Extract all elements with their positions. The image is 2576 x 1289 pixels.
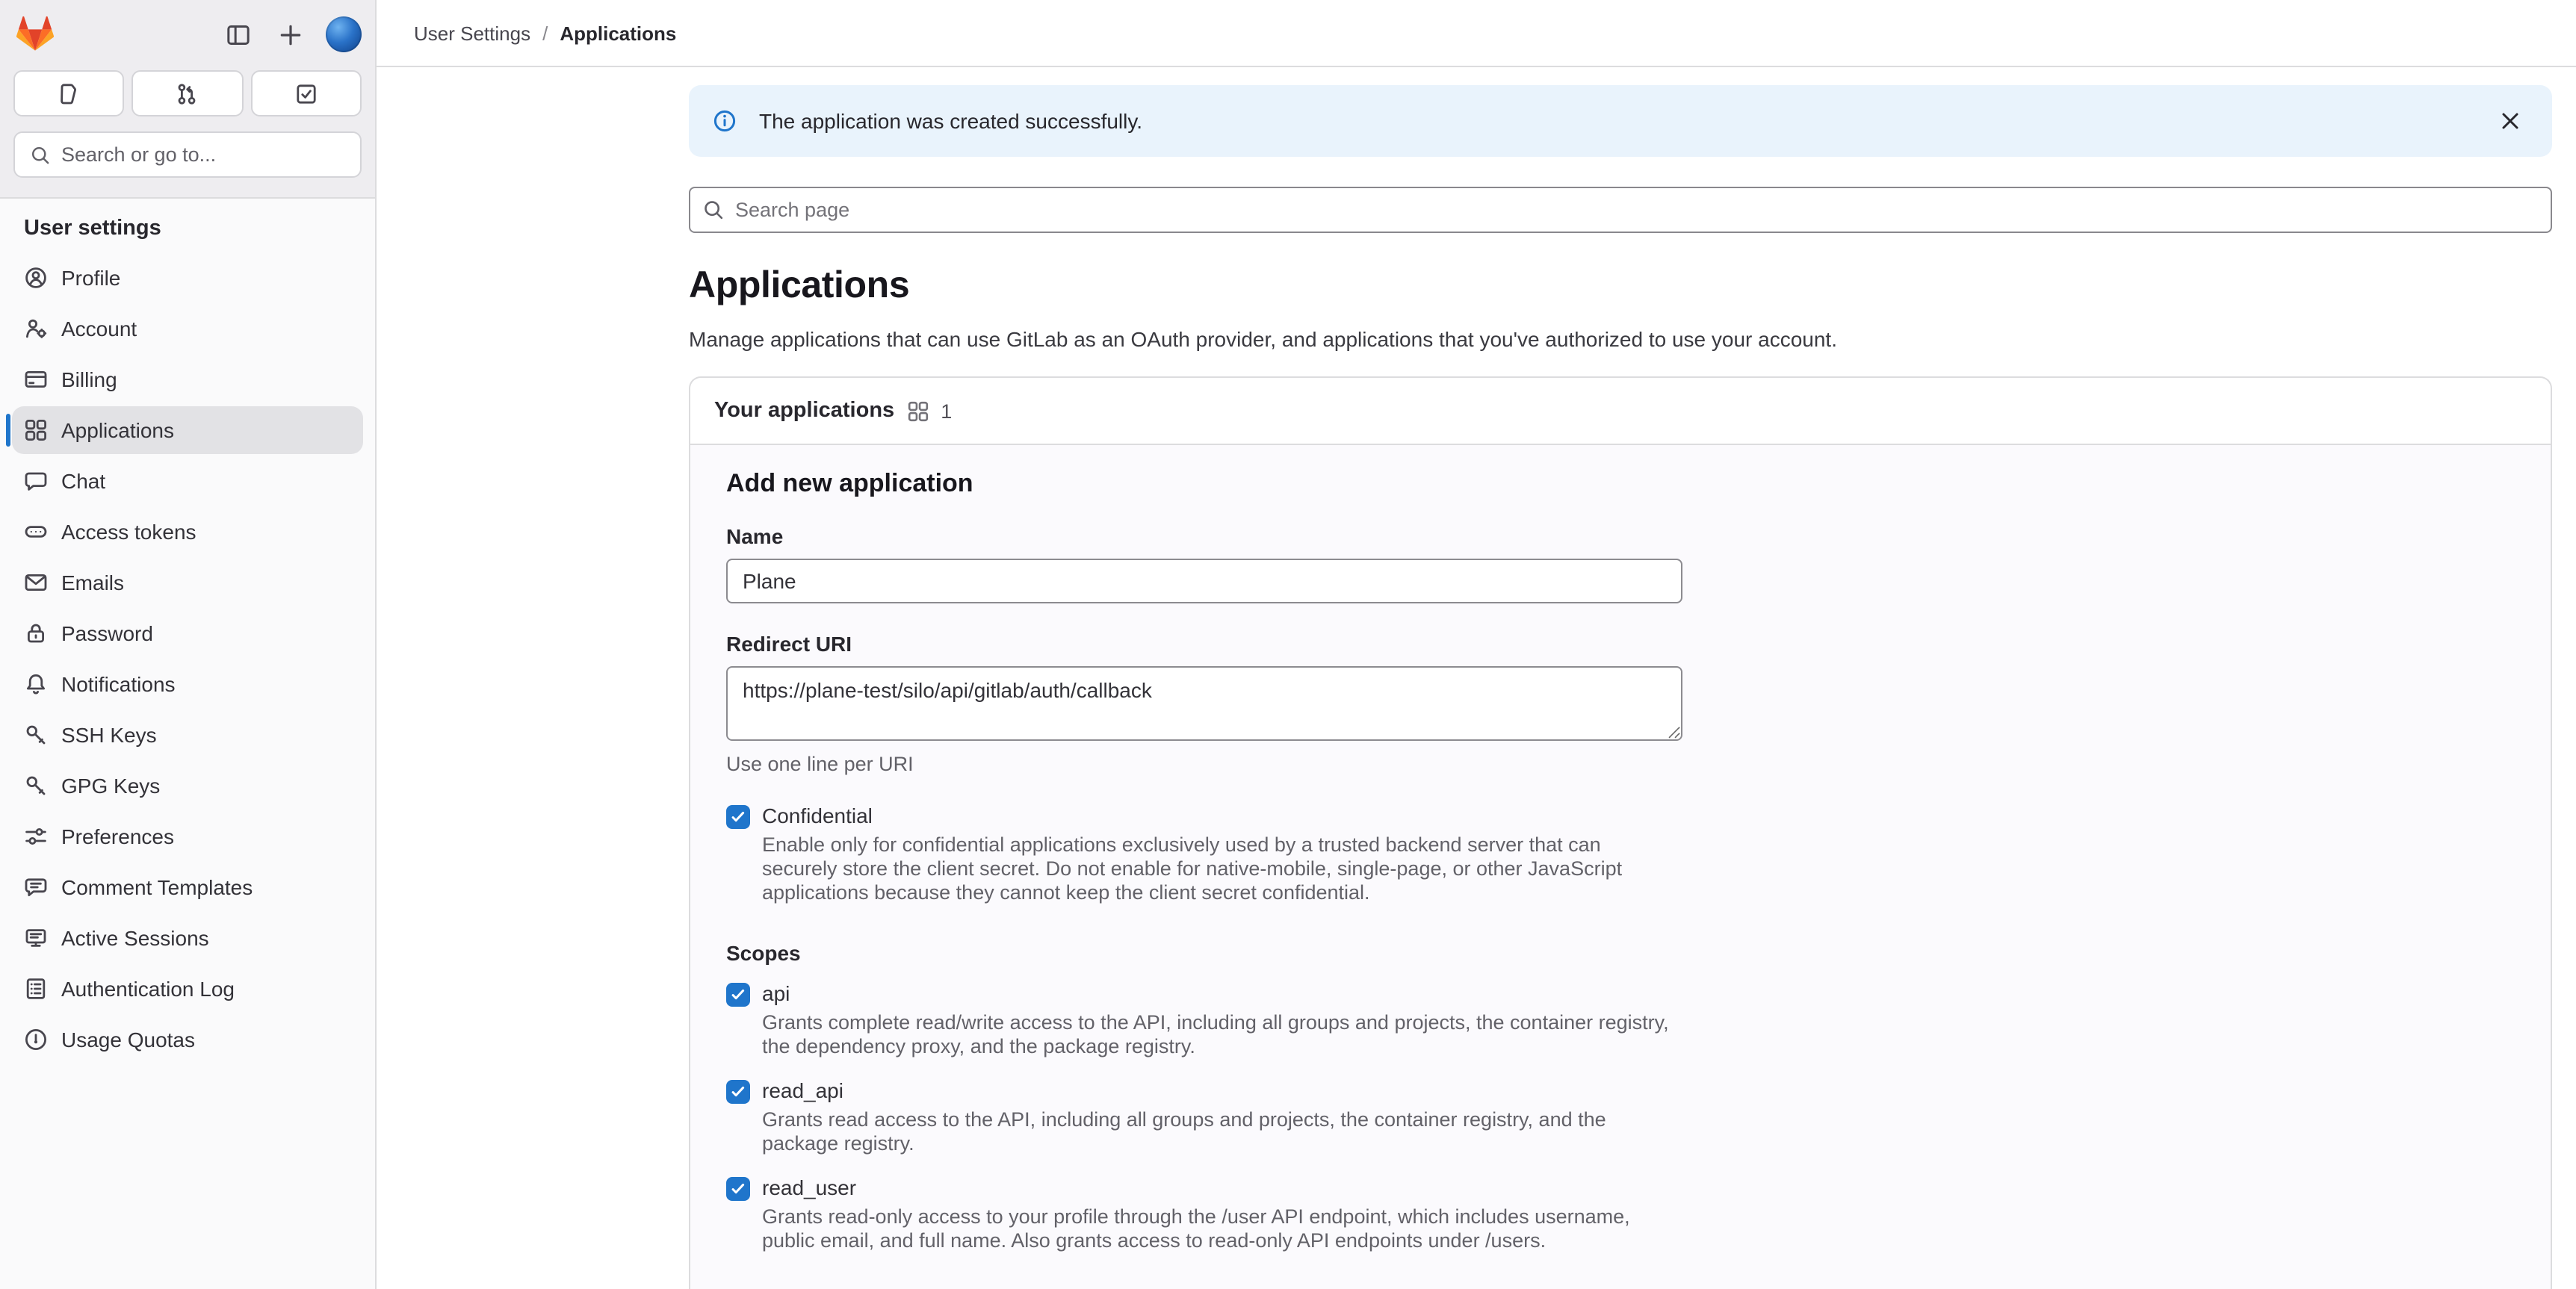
redirect-uri-label: Redirect URI — [726, 632, 852, 656]
sidebar-item-label: Password — [61, 621, 153, 645]
comment-templates-icon — [24, 875, 48, 899]
checkmark-icon — [729, 808, 747, 826]
applications-grid-icon — [906, 400, 929, 422]
sidebar-item-label: Authentication Log — [61, 977, 235, 1001]
sidebar-item-label: Billing — [61, 367, 117, 391]
sidebar-item-label: Access tokens — [61, 520, 196, 544]
sidebar-item-label: Chat — [61, 469, 106, 493]
sidebar-item-label: Emails — [61, 571, 125, 594]
add-application-form — [690, 444, 2551, 1289]
profile-icon — [24, 266, 48, 290]
sidebar-item-billing[interactable] — [12, 355, 363, 403]
sidebar-item-password[interactable] — [12, 609, 363, 657]
password-lock-icon — [24, 621, 48, 645]
collapse-sidebar-icon — [225, 22, 250, 47]
applications-card-header — [690, 378, 2551, 444]
merge-requests-shortcut-button[interactable] — [132, 70, 244, 117]
sidebar-nav-panel — [0, 197, 375, 1289]
sidebar-item-emails[interactable] — [12, 559, 363, 606]
checkmark-icon — [729, 986, 747, 1004]
sidebar-section-title: User settings — [24, 217, 161, 240]
active-indicator — [6, 414, 10, 447]
sidebar-item-label: SSH Keys — [61, 723, 157, 747]
issues-icon — [57, 81, 81, 105]
name-label: Name — [726, 524, 784, 548]
sidebar-item-label: Notifications — [61, 672, 176, 696]
sidebar-item-label: Comment Templates — [61, 875, 253, 899]
sidebar-item-label: Account — [61, 317, 137, 341]
sidebar-item-label: Active Sessions — [61, 926, 209, 950]
access-tokens-icon — [24, 520, 48, 544]
sidebar-item-notifications[interactable] — [12, 660, 363, 708]
user-avatar[interactable] — [326, 16, 362, 52]
search-icon — [702, 198, 725, 220]
gitlab-logo-icon[interactable] — [16, 16, 54, 52]
scope-read-user-label[interactable]: read_user — [762, 1175, 857, 1199]
sidebar-item-label: Usage Quotas — [61, 1028, 195, 1052]
sidebar-item-applications[interactable] — [12, 406, 363, 454]
search-icon — [30, 144, 51, 165]
sidebar-search-button[interactable] — [13, 131, 362, 178]
alert-close-button[interactable] — [2492, 103, 2528, 139]
success-alert — [689, 85, 2552, 157]
confidential-description: Enable only for confidential applications exclusively used by a trusted backend server that can securely store the client secret. Do not enable for native-mobile, single-page, or other JavaScript applications because they cannot keep the client secret confidential. — [762, 833, 1623, 904]
todo-check-icon — [294, 81, 318, 105]
create-new-button[interactable] — [273, 18, 306, 51]
sidebar-item-access-tokens[interactable] — [12, 508, 363, 556]
sidebar-item-label: Profile — [61, 266, 121, 290]
confidential-label[interactable]: Confidential — [762, 804, 873, 827]
info-icon — [713, 109, 737, 133]
page-description: Manage applications that can use GitLab as an OAuth provider, and applications that you've authorized to use your account. — [689, 327, 1837, 351]
sidebar-item-preferences[interactable] — [12, 813, 363, 860]
key-icon — [24, 774, 48, 798]
merge-request-icon — [176, 81, 199, 105]
todo-shortcut-button[interactable] — [250, 70, 362, 117]
redirect-uri-hint: Use one line per URI — [726, 753, 914, 775]
page-title: Applications — [689, 264, 910, 306]
sidebar-item-label: Preferences — [61, 824, 174, 848]
preferences-sliders-icon — [24, 824, 48, 848]
collapse-sidebar-button[interactable] — [221, 18, 254, 51]
sidebar-item-active-sessions[interactable] — [12, 914, 363, 962]
scope-api-checkbox[interactable] — [726, 983, 750, 1007]
sidebar-item-profile[interactable] — [12, 254, 363, 302]
breadcrumb-parent-link[interactable]: User Settings — [414, 22, 531, 44]
billing-icon — [24, 367, 48, 391]
scopes-label: Scopes — [726, 941, 801, 965]
sidebar-item-authentication-log[interactable] — [12, 965, 363, 1013]
scope-read-api-label[interactable]: read_api — [762, 1078, 843, 1102]
monitor-icon — [24, 926, 48, 950]
sidebar-item-ssh-keys[interactable] — [12, 711, 363, 759]
card-title: Your applications — [714, 399, 895, 423]
usage-quotas-icon — [24, 1028, 48, 1052]
applications-count-badge: 1 — [941, 400, 953, 422]
checkmark-icon — [729, 1083, 747, 1101]
log-icon — [24, 977, 48, 1001]
sidebar-top — [0, 0, 375, 197]
name-field[interactable] — [726, 559, 1682, 603]
close-icon — [2498, 109, 2522, 133]
key-icon — [24, 723, 48, 747]
scope-read-user-description: Grants read-only access to your profile through the /user API endpoint, which includes username, public email, and full name. Also grants access to read-only API endpoints under /users. — [762, 1205, 1630, 1252]
breadcrumb-current: Applications — [560, 22, 677, 44]
account-icon — [24, 317, 48, 341]
sidebar-search-label: Search or go to... — [61, 143, 217, 166]
sidebar-item-label: GPG Keys — [61, 774, 161, 798]
notifications-bell-icon — [24, 672, 48, 696]
page-search-input[interactable] — [689, 187, 2552, 233]
confidential-checkbox[interactable] — [726, 805, 750, 829]
alert-message: The application was created successfully. — [759, 109, 1143, 133]
applications-grid-icon — [24, 418, 48, 442]
scope-read-api-checkbox[interactable] — [726, 1080, 750, 1104]
redirect-uri-field[interactable] — [726, 666, 1682, 741]
sidebar — [0, 0, 377, 1289]
main-area — [377, 0, 2576, 1289]
sidebar-item-usage-quotas[interactable] — [12, 1016, 363, 1063]
applications-card — [689, 376, 2552, 1289]
sidebar-item-account[interactable] — [12, 305, 363, 352]
page-content — [377, 67, 2576, 1289]
sidebar-item-label: Applications — [61, 418, 174, 442]
scope-api-label[interactable]: api — [762, 981, 790, 1005]
sidebar-item-comment-templates[interactable] — [12, 863, 363, 911]
scope-read-user-checkbox[interactable] — [726, 1177, 750, 1201]
sidebar-nav — [0, 254, 375, 1063]
breadcrumb-separator: / — [542, 22, 548, 44]
form-heading: Add new application — [726, 469, 973, 497]
sidebar-item-chat[interactable] — [12, 457, 363, 505]
scope-api-description: Grants complete read/write access to the API, including all groups and projects, the container registry, the dependency proxy, and the package registry. — [762, 1011, 1669, 1057]
chat-icon — [24, 469, 48, 493]
breadcrumb-bar — [377, 0, 2576, 67]
scope-read-api-description: Grants read access to the API, including all groups and projects, the container registry, and the package registry. — [762, 1108, 1606, 1155]
checkmark-icon — [729, 1180, 747, 1198]
emails-icon — [24, 571, 48, 594]
sidebar-item-gpg-keys[interactable] — [12, 762, 363, 810]
plus-icon — [277, 22, 303, 47]
issues-shortcut-button[interactable] — [13, 70, 125, 117]
